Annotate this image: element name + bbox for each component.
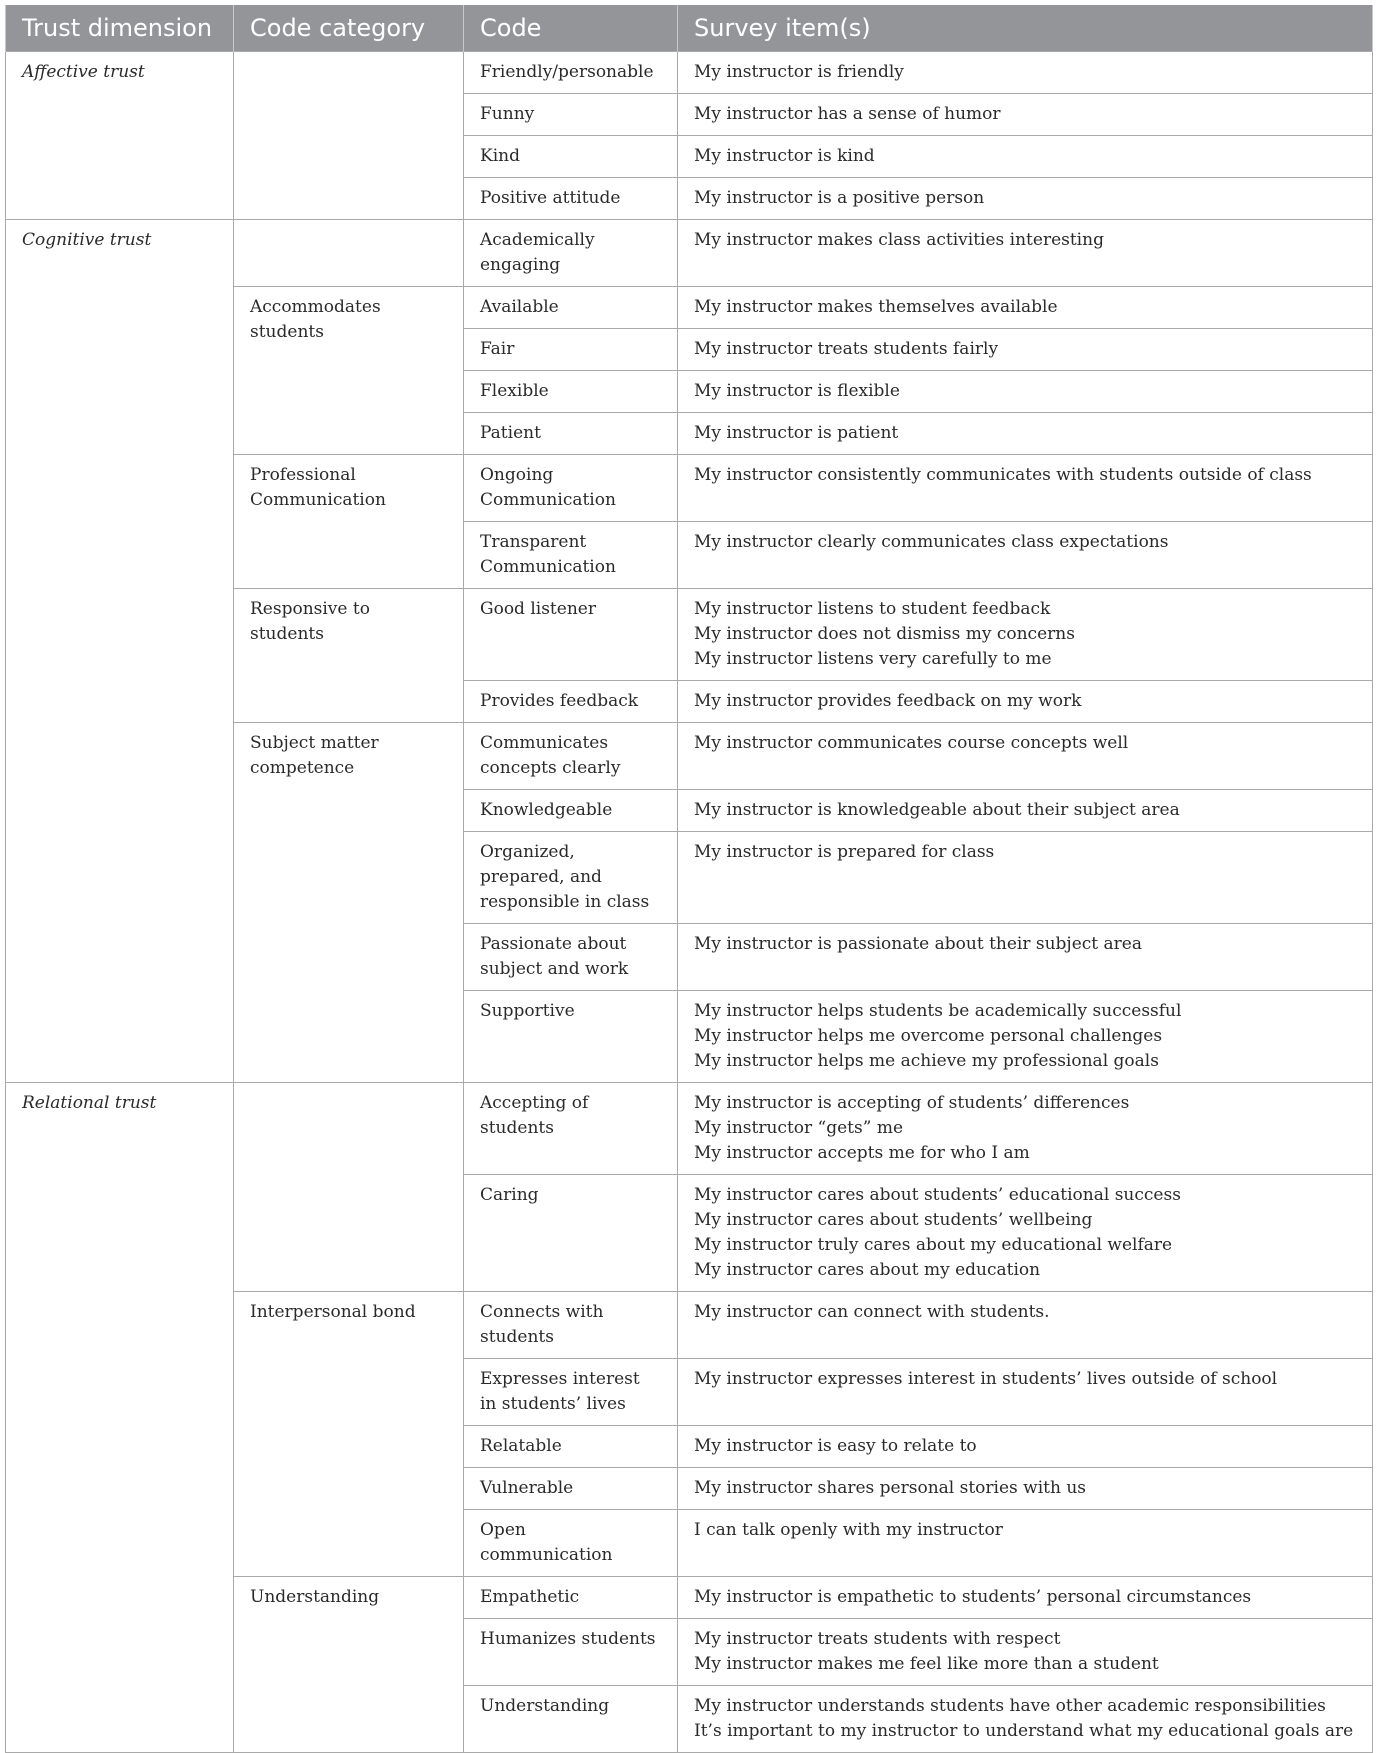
survey-item: My instructor is patient (694, 423, 899, 443)
survey-items-cell (678, 723, 1373, 790)
header-code: Code (464, 5, 678, 52)
survey-item: My instructor listens to student feedback (694, 599, 1051, 619)
survey-items-cell (678, 455, 1373, 522)
code-cell: Organized, prepared, and responsible in class (464, 832, 678, 924)
code-cell: Understanding (464, 1686, 678, 1753)
survey-item: My instructor makes class activities interesting (694, 230, 1104, 250)
code-category-cell: Interpersonal bond (234, 1292, 464, 1577)
code-category-cell: Responsive to students (234, 589, 464, 723)
survey-item: My instructor listens very carefully to me (694, 649, 1052, 669)
code-category-cell: Understanding (234, 1577, 464, 1753)
header-code-category: Code category (234, 5, 464, 52)
survey-item: My instructor treats students with respect (694, 1629, 1061, 1649)
trust-codes-table (5, 5, 1373, 1753)
survey-item: My instructor understands students have other academic responsibilities (694, 1696, 1326, 1716)
survey-item: My instructor helps me achieve my professional goals (694, 1051, 1159, 1071)
survey-items-cell (678, 52, 1373, 94)
code-cell: Knowledgeable (464, 790, 678, 832)
survey-item: My instructor is easy to relate to (694, 1436, 977, 1456)
survey-item: My instructor “gets” me (694, 1118, 904, 1138)
code-cell: Open communication (464, 1510, 678, 1577)
trust-dimension-cell: Relational trust (6, 1083, 234, 1753)
survey-items-cell (678, 371, 1373, 413)
code-category-cell (234, 220, 464, 287)
survey-item: My instructor has a sense of humor (694, 104, 1001, 124)
survey-items-cell (678, 991, 1373, 1083)
survey-item: My instructor makes themselves available (694, 297, 1058, 317)
code-cell: Kind (464, 136, 678, 178)
survey-item: My instructor helps me overcome personal challenges (694, 1026, 1163, 1046)
code-cell: Good listener (464, 589, 678, 681)
survey-item: My instructor is friendly (694, 62, 904, 82)
survey-items-cell (678, 522, 1373, 589)
code-cell: Fair (464, 329, 678, 371)
survey-items-cell (678, 136, 1373, 178)
code-cell: Supportive (464, 991, 678, 1083)
survey-item: My instructor treats students fairly (694, 339, 999, 359)
survey-items-cell (678, 1175, 1373, 1292)
trust-dimension-cell: Cognitive trust (6, 220, 234, 1083)
table-row (6, 52, 1373, 94)
survey-item: My instructor truly cares about my educational welfare (694, 1235, 1173, 1255)
table-row (6, 220, 1373, 287)
code-cell: Vulnerable (464, 1468, 678, 1510)
survey-item: It’s important to my instructor to understand what my educational goals are (694, 1721, 1354, 1741)
survey-items-cell (678, 924, 1373, 991)
survey-items-cell (678, 1510, 1373, 1577)
code-cell: Caring (464, 1175, 678, 1292)
code-category-cell (234, 52, 464, 220)
survey-item: My instructor cares about students’ educational success (694, 1185, 1181, 1205)
survey-items-cell (678, 329, 1373, 371)
trust-dimension-cell: Affective trust (6, 52, 234, 220)
survey-item: My instructor provides feedback on my work (694, 691, 1082, 711)
survey-items-cell (678, 681, 1373, 723)
code-cell: Patient (464, 413, 678, 455)
code-cell: Provides feedback (464, 681, 678, 723)
code-category-cell: Accommodates students (234, 287, 464, 455)
survey-items-cell (678, 1619, 1373, 1686)
survey-item: My instructor helps students be academically successful (694, 1001, 1182, 1021)
survey-item: My instructor shares personal stories with us (694, 1478, 1087, 1498)
code-cell: Relatable (464, 1426, 678, 1468)
survey-item: My instructor cares about students’ wellbeing (694, 1210, 1093, 1230)
survey-items-cell (678, 790, 1373, 832)
code-cell: Flexible (464, 371, 678, 413)
survey-items-cell (678, 1292, 1373, 1359)
survey-item: My instructor expresses interest in students’ lives outside of school (694, 1369, 1278, 1389)
code-cell: Funny (464, 94, 678, 136)
survey-item: My instructor clearly communicates class expectations (694, 532, 1169, 552)
code-cell: Available (464, 287, 678, 329)
survey-items-cell (678, 832, 1373, 924)
code-category-cell (234, 1083, 464, 1292)
survey-item: My instructor is empathetic to students’ personal circumstances (694, 1587, 1252, 1607)
code-category-cell: Subject matter competence (234, 723, 464, 1083)
survey-item: My instructor makes me feel like more than a student (694, 1654, 1159, 1674)
survey-item: I can talk openly with my instructor (694, 1520, 1003, 1540)
survey-items-cell (678, 589, 1373, 681)
survey-item: My instructor is a positive person (694, 188, 985, 208)
table-header-row (6, 5, 1373, 52)
code-cell: Academically engaging (464, 220, 678, 287)
code-cell: Transparent Communication (464, 522, 678, 589)
survey-item: My instructor is accepting of students’ differences (694, 1093, 1130, 1113)
survey-item: My instructor accepts me for who I am (694, 1143, 1030, 1163)
header-survey-items: Survey item(s) (678, 5, 1373, 52)
survey-item: My instructor does not dismiss my concerns (694, 624, 1075, 644)
code-cell: Friendly/personable (464, 52, 678, 94)
survey-item: My instructor is kind (694, 146, 875, 166)
survey-items-cell (678, 287, 1373, 329)
table-row (6, 1083, 1373, 1175)
code-cell: Expresses interest in students’ lives (464, 1359, 678, 1426)
survey-items-cell (678, 413, 1373, 455)
survey-items-cell (678, 1359, 1373, 1426)
code-cell: Accepting of students (464, 1083, 678, 1175)
code-cell: Humanizes students (464, 1619, 678, 1686)
survey-items-cell (678, 94, 1373, 136)
survey-items-cell (678, 1577, 1373, 1619)
survey-item: My instructor is passionate about their subject area (694, 934, 1142, 954)
survey-item: My instructor is prepared for class (694, 842, 995, 862)
survey-items-cell (678, 1468, 1373, 1510)
code-cell: Empathetic (464, 1577, 678, 1619)
survey-items-cell (678, 220, 1373, 287)
trust-table-container (5, 5, 1372, 1753)
survey-items-cell (678, 1426, 1373, 1468)
survey-item: My instructor communicates course concepts well (694, 733, 1129, 753)
survey-item: My instructor cares about my education (694, 1260, 1041, 1280)
survey-item: My instructor consistently communicates with students outside of class (694, 465, 1312, 485)
code-cell: Connects with students (464, 1292, 678, 1359)
survey-items-cell (678, 178, 1373, 220)
code-category-cell: Professional Communication (234, 455, 464, 589)
survey-items-cell (678, 1083, 1373, 1175)
survey-item: My instructor is flexible (694, 381, 900, 401)
code-cell: Ongoing Communication (464, 455, 678, 522)
code-cell: Positive attitude (464, 178, 678, 220)
code-cell: Passionate about subject and work (464, 924, 678, 991)
survey-item: My instructor can connect with students. (694, 1302, 1050, 1322)
code-cell: Communicates concepts clearly (464, 723, 678, 790)
survey-items-cell (678, 1686, 1373, 1753)
survey-item: My instructor is knowledgeable about their subject area (694, 800, 1180, 820)
header-trust-dimension: Trust dimension (6, 5, 234, 52)
